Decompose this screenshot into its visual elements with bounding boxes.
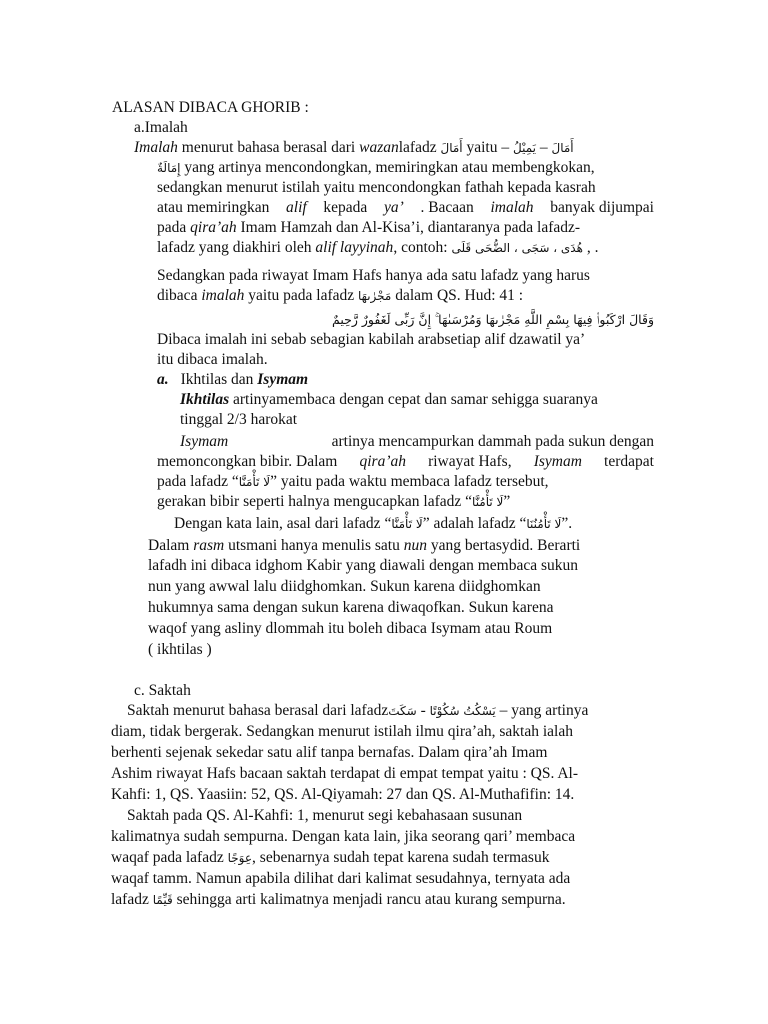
arabic-word: يَسْكُتُ سُكُوْتًا (429, 704, 496, 718)
term-wazan: wazan (359, 139, 399, 156)
section-heading-imalah: a.Imalah (134, 119, 188, 136)
text-span: gerakan bibir seperti halnya mengucapkan lafadz “ (157, 493, 473, 510)
text-span: – (535, 139, 552, 156)
term-rasm: rasm (193, 537, 225, 554)
imalah-line-10: Dibaca imalah ini sebab sebagian kabilah arabsetiap alif dzawatil ya’ (157, 331, 586, 348)
ikhtilas-definition (180, 390, 598, 410)
term-imalah: Imalah (134, 139, 178, 156)
imalah-line-7: Sedangkan pada riwayat Imam Hafs hanya ada satu lafadz yang harus (157, 267, 590, 284)
saktah-line-10 (111, 890, 566, 910)
arabic-word: إِمَالَةٌ (157, 161, 181, 175)
arabic-word: أَمَالَ (440, 141, 463, 155)
text-span: memoncongkan bibir. Dalam (157, 453, 338, 470)
isymam-line-4 (157, 492, 510, 512)
arabic-word: سَكَتَ (388, 704, 417, 718)
text-span: yang artinya mencondongkan, memiringkan atau membengkokan, (180, 159, 595, 176)
isymam-line-3 (157, 472, 549, 492)
imalah-line-8 (157, 286, 523, 306)
text-span: Saktah menurut bahasa berasal dari lafadz (127, 702, 389, 719)
saktah-line-8 (111, 848, 549, 868)
term-imalah: imalah (201, 287, 245, 304)
arabic-examples: هُدَى ، سَجَى ، الضُّحَى قَلَى (451, 241, 583, 255)
text-span: ” adalah lafadz “ (422, 515, 527, 532)
saktah-line-7: kalimatnya sudah sempurna. Dengan kata lain, jika seorang qari’ membaca (111, 828, 576, 845)
term-qiraah: qira’ah (359, 453, 406, 470)
text-span: Dalam (148, 537, 194, 554)
isymam-line-9: hukumnya sama dengan sukun karena diwaqofkan. Sukun karena (148, 599, 554, 616)
isymam-line-6 (148, 536, 580, 556)
saktah-line-5: Kahfi: 1, QS. Yaasiin: 52, QS. Al-Qiyamah: 27 dan QS. Al-Muthafifin: 14. (111, 786, 575, 803)
text-span: ”. (561, 515, 573, 532)
text-span: kepada (323, 199, 368, 216)
term-ikhtilas: Ikhtilas (180, 391, 230, 408)
text-span: Ikhtilas dan (180, 371, 258, 388)
text-span: ” (503, 493, 511, 510)
saktah-line-1 (127, 701, 588, 721)
text-span: terdapat (604, 453, 654, 470)
text-span: , sebenarnya sudah tepat karena sudah termasuk (252, 849, 550, 866)
page-title: ALASAN DIBACA GHORIB : (112, 99, 309, 116)
text-span: pada (157, 219, 191, 236)
arabic-word: مَجْرٰىهَا (358, 289, 392, 303)
text-span: lafadz yang diakhiri oleh (157, 239, 316, 256)
imalah-line-5 (157, 218, 580, 238)
imalah-line-11: itu dibaca imalah. (157, 351, 268, 368)
text-span: lafadz (398, 139, 437, 156)
text-span: Imam Hamzah dan Al-Kisa’i, diantaranya pada lafadz- (236, 219, 581, 236)
isymam-line-10: waqof yang asliny dlommah itu boleh dibaca Isymam atau Roum (148, 620, 553, 637)
text-span: , . (582, 239, 599, 256)
arabic-word: عِوَجًا (227, 851, 253, 865)
text-span: artinya mencampurkan dammah pada sukun dengan (331, 433, 654, 450)
saktah-line-6: Saktah pada QS. Al-Kahfi: 1, menurut segi kebahasaan susunan (127, 807, 523, 824)
quran-verse-hud-41: وَقَالَ ارْكَبُوا۟ فِيهَا بِسْمِ اللَّهِ مَجْرٰىهَا وَمُرْسَىٰهَا ۚ إِنَّ رَبِّى لَغَفُورٌ رَّحِيمٌ (332, 312, 654, 327)
text-span: riwayat Hafs, (428, 453, 512, 470)
arabic-word: لَا تَأْمُنُنَا (526, 517, 562, 531)
term-isymam: Isymam (533, 453, 582, 470)
text-span: dibaca (157, 287, 202, 304)
text-span: pada lafadz “ (157, 473, 239, 490)
text-span: yang bertasydid. Berarti (426, 537, 581, 554)
arabic-word: لَا تَأْمَنَّا (238, 475, 271, 489)
text-span: ” yaitu pada waktu membaca lafadz tersebut, (270, 473, 549, 490)
text-span: banyak dijumpai (550, 199, 654, 216)
text-span: yaitu pada lafadz (244, 287, 358, 304)
list-marker: a. (157, 371, 169, 388)
text-span: utsmani hanya menulis satu (224, 537, 404, 554)
text-span: lafadz (111, 891, 153, 908)
text-span: . Bacaan (420, 199, 474, 216)
arabic-word: لَا تَأْمُنَّا (472, 495, 504, 509)
imalah-line-6 (157, 238, 598, 258)
text-span: – yang artinya (495, 702, 589, 719)
isymam-line-5 (174, 514, 572, 534)
arabic-word: أَمَالَ (551, 141, 574, 155)
term-isymam: Isymam (180, 433, 229, 450)
term-ya: ya’ (383, 199, 404, 216)
ikhtilas-definition-line-2: tinggal 2/3 harokat (180, 411, 298, 428)
text-span: - (416, 702, 430, 719)
text-span: artinyamembaca dengan cepat dan samar sehigga suaranya (229, 391, 598, 408)
saktah-line-3: berhenti sejenak sekedar satu alif tanpa bernafas. Dalam qira’ah Imam (111, 744, 548, 761)
section-heading-ikhtilas (157, 370, 308, 390)
term-alif: alif (286, 199, 307, 216)
text-span: menurut bahasa berasal dari (177, 139, 360, 156)
imalah-line-1 (134, 138, 574, 158)
isymam-line-11: ( ikhtilas ) (148, 641, 212, 658)
imalah-line-4 (157, 198, 654, 218)
term-nun: nun (403, 537, 427, 554)
term-alif-layyinah: alif layyinah (315, 239, 394, 256)
section-heading-saktah: c. Saktah (134, 682, 191, 699)
saktah-line-4: Ashim riwayat Hafs bacaan saktah terdapat di empat tempat yaitu : QS. Al- (111, 765, 579, 782)
text-span: , contoh: (393, 239, 452, 256)
text-span: waqaf pada lafadz (111, 849, 228, 866)
saktah-line-9: waqaf tamm. Namun apabila dilihat dari kalimat sesudahnya, ternyata ada (111, 870, 571, 887)
term-imalah: imalah (490, 199, 534, 216)
arabic-word: يَمِيْلُ (512, 141, 536, 155)
isymam-line-8: nun yang awwal lalu diidghomkan. Sukun karena diidghomkan (148, 578, 541, 595)
saktah-line-2: diam, tidak bergerak. Sedangkan menurut istilah ilmu qira’ah, saktah ialah (111, 723, 573, 740)
isymam-line-7: lafadh ini dibaca idghom Kabir yang diawali dengan membaca sukun (148, 557, 578, 574)
text-span: atau memiringkan (157, 199, 270, 216)
text-span: Dengan kata lain, asal dari lafadz “ (174, 515, 392, 532)
isymam-line-1 (180, 432, 654, 452)
imalah-line-2 (157, 158, 595, 178)
text-span: sehingga arti kalimatnya menjadi rancu atau kurang sempurna. (172, 891, 566, 908)
imalah-line-3: sedangkan menurut istilah yaitu mencondongkan fathah kepada kasrah (157, 179, 596, 196)
arabic-word: قَيِّمًا (152, 893, 173, 907)
text-span: dalam QS. Hud: 41 : (391, 287, 524, 304)
term-qiraah: qira’ah (190, 219, 237, 236)
isymam-line-2 (157, 452, 654, 472)
arabic-word: لَا تَأْمَنَّا (391, 517, 423, 531)
text-span: yaitu – (462, 139, 513, 156)
term-isymam: Isymam (257, 371, 309, 388)
